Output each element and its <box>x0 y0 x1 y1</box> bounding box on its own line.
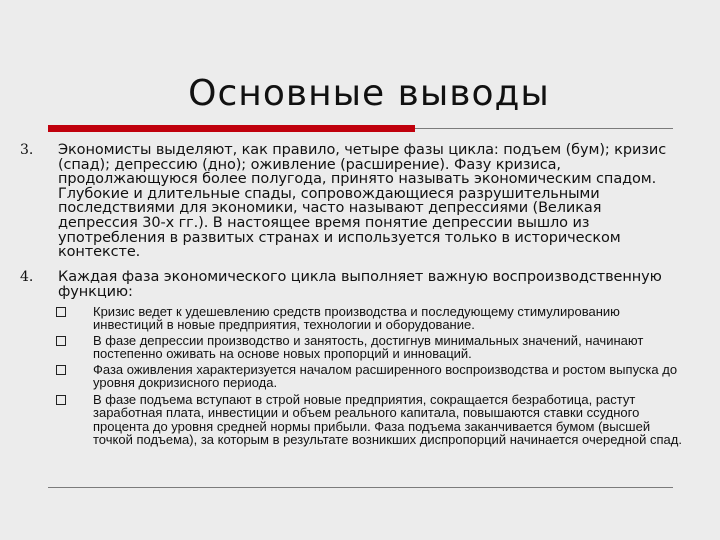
list-item-text: Каждая фаза экономического цикла выполняет важную воспроизводственную функцию: <box>58 269 662 300</box>
list-item-number: 4. <box>20 269 34 285</box>
square-bullet-icon <box>56 336 66 346</box>
sub-item-text: Кризис ведет к удешевлению средств производства и последующему стимулированию инвестиций в новые предприятия, технологии и оборудование. <box>93 304 620 333</box>
title-accent-bar <box>48 125 415 132</box>
list-item-text: Экономисты выделяют, как правило, четыре фазы цикла: подъем (бум); кризис (спад); депрессию (дно); оживление (расширение). Фазу кризиса, продолжающуюся более полугода, принято называть экономическим спадом. Глубокие и длительные спады, сопровождающиеся разрушительными последствиями для экономики, часто называют депрессиями (Великая депрессия 30-х гг.). В настоящее время понятие депрессии вышло из употребления в развитых странах и используется только в историческом контексте. <box>58 142 667 261</box>
sub-item-text: В фазе подъема вступают в строй новые предприятия, сокращается безработица, растут заработная плата, инвестиции и объем реального капитала, повышаются ставки ссудного процента до уровня средней нормы прибыли. Фаза подъема заканчивается бумом (высшей точкой подъема), за которым в результате возникших диспропорций начинается очередной спад. <box>93 392 682 448</box>
title-divider-line <box>415 128 673 129</box>
sub-item-text: В фазе депрессии производство и занятость, достигнув минимальных значений, начинают постепенно оживать на основе новых пропорций и инноваций. <box>93 333 644 362</box>
list-item-number: 3. <box>20 142 34 158</box>
sub-item-text: Фаза оживления характеризуется началом расширенного воспроизводства и ростом выпуска до уровня докризисного периода. <box>93 362 678 391</box>
square-bullet-icon <box>56 365 66 375</box>
square-bullet-icon <box>56 395 66 405</box>
footer-divider-line <box>48 487 673 488</box>
square-bullet-icon <box>56 307 66 317</box>
slide-title: Основные выводы <box>188 73 550 114</box>
